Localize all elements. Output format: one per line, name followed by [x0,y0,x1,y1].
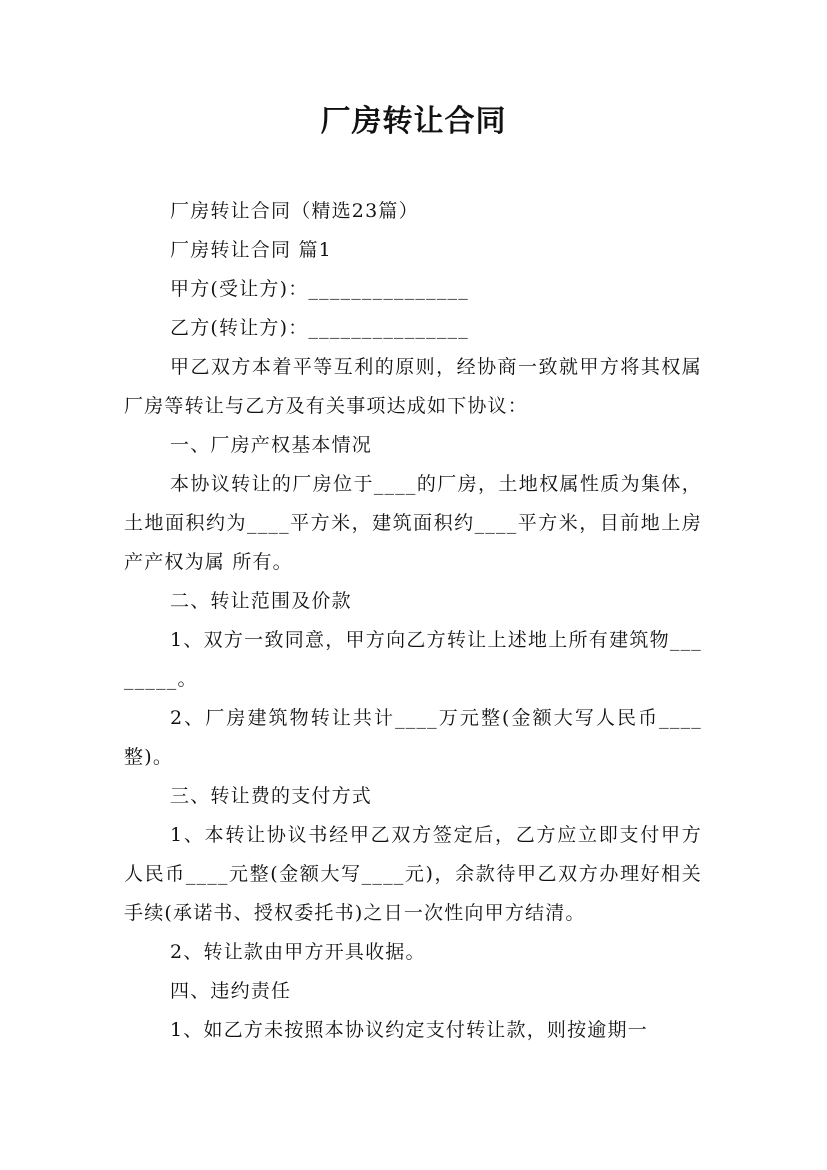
clause-paragraph: 1、本转让协议书经甲乙双方签定后，乙方应立即支付甲方人民币____元整(金额大写____元)，余款待甲乙双方办理好相关手续(承诺书、授权委托书)之日一次性向甲方结清。 [124,824,702,924]
clause-heading: 二、转让范围及价款 [170,590,352,612]
doc-subtitle: 厂房转让合同（精选23篇） [170,200,419,222]
clause-paragraph: 本协议转让的厂房位于____的厂房，土地权属性质为集体，土地面积约为____平方米，建筑面积约____平方米，目前地上房产产权为属 所有。 [124,473,702,573]
clause-paragraph: 2、厂房建筑物转让共计____万元整(金额大写人民币____整)。 [124,707,702,768]
party-b-line: 乙方(转让方)：_______________ [170,317,469,339]
clause-heading: 一、厂房产权基本情况 [170,434,373,456]
section-heading: 厂房转让合同 篇1 [170,239,332,261]
document-title: 厂房转让合同 [320,104,507,139]
clause-paragraph: 1、如乙方未按照本协议约定支付转让款，则按逾期一 [170,1019,648,1041]
preamble-paragraph: 甲乙双方本着平等互利的原则，经协商一致就甲方将其权属厂房等转让与乙方及有关事项达成如下协议： [124,356,702,417]
document-body [124,192,702,1050]
clause-heading: 三、转让费的支付方式 [170,785,373,807]
clause-paragraph: 1、双方一致同意，甲方向乙方转让上述地上所有建筑物________。 [124,629,702,690]
party-a-line: 甲方(受让方)：_______________ [170,278,469,300]
clause-paragraph: 2、转让款由甲方开具收据。 [170,941,426,963]
clause-heading: 四、违约责任 [170,980,292,1002]
